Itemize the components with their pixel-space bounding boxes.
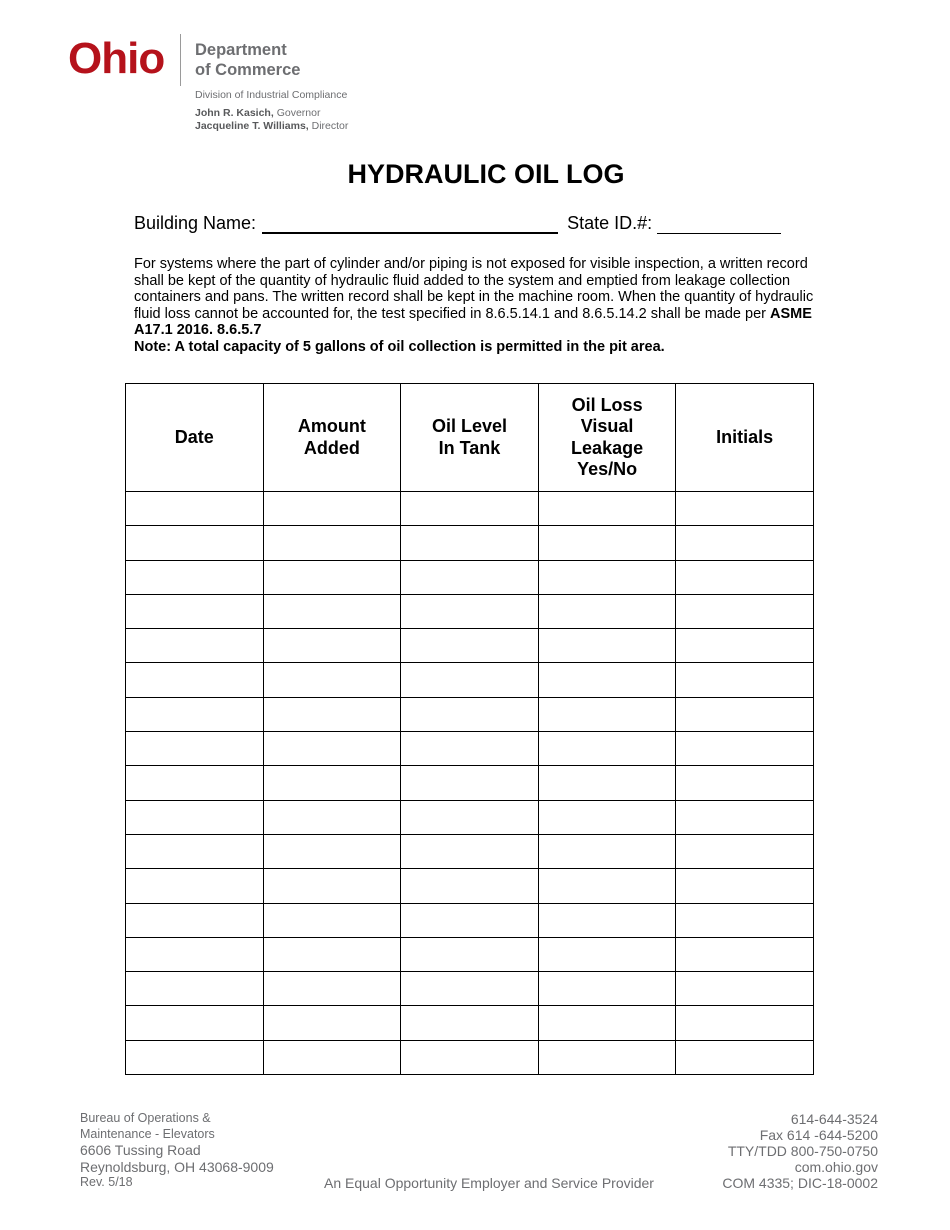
table-row <box>126 834 814 868</box>
cell-oil-loss[interactable] <box>538 903 676 937</box>
table-row <box>126 869 814 903</box>
logo-divider <box>180 34 181 86</box>
column-header-oil-loss: Oil Loss Visual Leakage Yes/No <box>538 384 676 492</box>
table-row <box>126 903 814 937</box>
ohio-logo: Ohio <box>68 34 165 83</box>
cell-amount-added[interactable] <box>263 800 401 834</box>
equal-opportunity-statement: An Equal Opportunity Employer and Service Provider <box>324 1175 654 1191</box>
cell-initials[interactable] <box>676 1006 814 1040</box>
cell-oil-loss[interactable] <box>538 560 676 594</box>
cell-oil-level[interactable] <box>401 697 539 731</box>
cell-initials[interactable] <box>676 663 814 697</box>
column-header-amount-added: Amount Added <box>263 384 401 492</box>
column-header-initials: Initials <box>676 384 814 492</box>
capacity-note: Note: A total capacity of 5 gallons of oil collection is permitted in the pit area. <box>134 338 665 355</box>
oil-log-table <box>125 383 814 1075</box>
director-line <box>195 120 348 133</box>
cell-oil-level[interactable] <box>401 526 539 560</box>
cell-amount-added[interactable] <box>263 766 401 800</box>
cell-amount-added[interactable] <box>263 1040 401 1074</box>
cell-oil-loss[interactable] <box>538 800 676 834</box>
table-row <box>126 1040 814 1074</box>
table-row <box>126 663 814 697</box>
cell-amount-added[interactable] <box>263 492 401 526</box>
table-row <box>126 937 814 971</box>
cell-oil-loss[interactable] <box>538 972 676 1006</box>
street-address: 6606 Tussing Road <box>80 1142 201 1158</box>
cell-oil-level[interactable] <box>401 492 539 526</box>
cell-amount-added[interactable] <box>263 526 401 560</box>
cell-amount-added[interactable] <box>263 1006 401 1040</box>
cell-oil-loss[interactable] <box>538 937 676 971</box>
cell-initials[interactable] <box>676 972 814 1006</box>
cell-oil-loss[interactable] <box>538 594 676 628</box>
form-number: COM 4335; DIC-18-0002 <box>722 1175 878 1191</box>
cell-oil-level[interactable] <box>401 903 539 937</box>
cell-initials[interactable] <box>676 697 814 731</box>
cell-oil-loss[interactable] <box>538 834 676 868</box>
cell-initials[interactable] <box>676 903 814 937</box>
cell-oil-loss[interactable] <box>538 766 676 800</box>
cell-date[interactable] <box>126 1040 264 1074</box>
table-body <box>126 492 814 1075</box>
cell-oil-loss[interactable] <box>538 869 676 903</box>
cell-oil-level[interactable] <box>401 732 539 766</box>
cell-amount-added[interactable] <box>263 629 401 663</box>
table-row <box>126 972 814 1006</box>
cell-date[interactable] <box>126 972 264 1006</box>
cell-oil-level[interactable] <box>401 560 539 594</box>
table-row <box>126 560 814 594</box>
cell-date[interactable] <box>126 560 264 594</box>
cell-date[interactable] <box>126 732 264 766</box>
revision-date: Rev. 5/18 <box>80 1175 133 1189</box>
state-id-label: State ID.#: <box>567 213 653 233</box>
code-reference: ASME A17.1 2016. 8.6.5.7 <box>134 305 812 339</box>
cell-date[interactable] <box>126 869 264 903</box>
director-title: Director <box>311 120 349 132</box>
director-name: Jacqueline T. Williams, <box>195 120 309 132</box>
cell-amount-added[interactable] <box>263 594 401 628</box>
cell-initials[interactable] <box>676 629 814 663</box>
cell-oil-loss[interactable] <box>538 492 676 526</box>
cell-initials[interactable] <box>676 526 814 560</box>
cell-date[interactable] <box>126 526 264 560</box>
cell-amount-added[interactable] <box>263 732 401 766</box>
cell-oil-loss[interactable] <box>538 697 676 731</box>
cell-oil-loss[interactable] <box>538 732 676 766</box>
cell-oil-level[interactable] <box>401 937 539 971</box>
cell-date[interactable] <box>126 800 264 834</box>
phone-number: 614-644-3524 <box>790 1111 878 1127</box>
cell-oil-loss[interactable] <box>538 1006 676 1040</box>
column-header-date: Date <box>126 384 264 492</box>
table-row <box>126 1006 814 1040</box>
cell-oil-loss[interactable] <box>538 663 676 697</box>
cell-amount-added[interactable] <box>263 560 401 594</box>
fax-number: Fax 614 -644-5200 <box>759 1127 878 1143</box>
division-name: Division of Industrial Compliance <box>195 89 348 101</box>
column-header-oil-level: Oil Level In Tank <box>401 384 539 492</box>
state-id-field[interactable] <box>657 216 781 234</box>
cell-oil-loss[interactable] <box>538 1040 676 1074</box>
cell-oil-loss[interactable] <box>538 629 676 663</box>
cell-date[interactable] <box>126 697 264 731</box>
cell-oil-level[interactable] <box>401 766 539 800</box>
bureau-line2: Maintenance - Elevators <box>80 1126 215 1141</box>
cell-oil-level[interactable] <box>401 663 539 697</box>
cell-date[interactable] <box>126 629 264 663</box>
table-row <box>126 800 814 834</box>
cell-date[interactable] <box>126 663 264 697</box>
cell-oil-level[interactable] <box>401 1006 539 1040</box>
header-fields <box>134 212 781 234</box>
building-name-label: Building Name: <box>134 213 257 233</box>
cell-initials[interactable] <box>676 766 814 800</box>
cell-initials[interactable] <box>676 800 814 834</box>
table-row <box>126 697 814 731</box>
cell-date[interactable] <box>126 594 264 628</box>
cell-initials[interactable] <box>676 560 814 594</box>
cell-amount-added[interactable] <box>263 903 401 937</box>
cell-initials[interactable] <box>676 1040 814 1074</box>
governor-title: Governor <box>276 107 321 119</box>
cell-amount-added[interactable] <box>263 869 401 903</box>
cell-date[interactable] <box>126 1006 264 1040</box>
department-name-line1: Department <box>195 41 287 59</box>
cell-oil-level[interactable] <box>401 629 539 663</box>
cell-amount-added[interactable] <box>263 697 401 731</box>
cell-date[interactable] <box>126 766 264 800</box>
table-row <box>126 732 814 766</box>
cell-initials[interactable] <box>676 834 814 868</box>
cell-date[interactable] <box>126 937 264 971</box>
cell-initials[interactable] <box>676 869 814 903</box>
cell-date[interactable] <box>126 903 264 937</box>
governor-line <box>195 107 320 120</box>
table-row <box>126 594 814 628</box>
cell-initials[interactable] <box>676 937 814 971</box>
instructions-body: For systems where the part of cylinder and/or piping is not exposed for visible inspection, a written record shall be kept of the quantity of hydraulic fluid added to the system and emptied from leakage collection containers and pans. The written record shall be kept in the machine room. When the quantity of hydraulic fluid loss cannot be accounted for, the test specified in 8.6.5.14.1 and 8.6.5.14.2 shall be made per <box>134 256 814 322</box>
cell-amount-added[interactable] <box>263 834 401 868</box>
building-name-field[interactable] <box>262 215 558 234</box>
instructions-body-paragraph <box>134 256 834 339</box>
cell-oil-level[interactable] <box>401 834 539 868</box>
cell-oil-loss[interactable] <box>538 526 676 560</box>
cell-amount-added[interactable] <box>263 663 401 697</box>
cell-oil-level[interactable] <box>401 869 539 903</box>
website: com.ohio.gov <box>794 1159 878 1175</box>
cell-oil-level[interactable] <box>401 800 539 834</box>
table-row <box>126 629 814 663</box>
city-state-zip: Reynoldsburg, OH 43068-9009 <box>80 1158 274 1175</box>
footer-contact-block <box>722 1111 878 1191</box>
table-row <box>126 766 814 800</box>
instructions <box>134 256 834 356</box>
table-row <box>126 526 814 560</box>
cell-amount-added[interactable] <box>263 972 401 1006</box>
cell-initials[interactable] <box>676 732 814 766</box>
tty-number: TTY/TDD 800-750-0750 <box>727 1143 878 1159</box>
table-header-row <box>126 384 814 492</box>
cell-initials[interactable] <box>676 594 814 628</box>
department-name-line2: of Commerce <box>195 61 301 79</box>
cell-oil-level[interactable] <box>401 1040 539 1074</box>
cell-oil-level[interactable] <box>401 594 539 628</box>
cell-initials[interactable] <box>676 492 814 526</box>
cell-amount-added[interactable] <box>263 937 401 971</box>
governor-name: John R. Kasich, <box>195 107 274 119</box>
cell-date[interactable] <box>126 834 264 868</box>
cell-oil-level[interactable] <box>401 972 539 1006</box>
form-title: HYDRAULIC OIL LOG <box>347 159 625 189</box>
footer-address-block <box>80 1111 274 1191</box>
table-row <box>126 492 814 526</box>
bureau-line1: Bureau of Operations & <box>80 1111 211 1125</box>
cell-date[interactable] <box>126 492 264 526</box>
